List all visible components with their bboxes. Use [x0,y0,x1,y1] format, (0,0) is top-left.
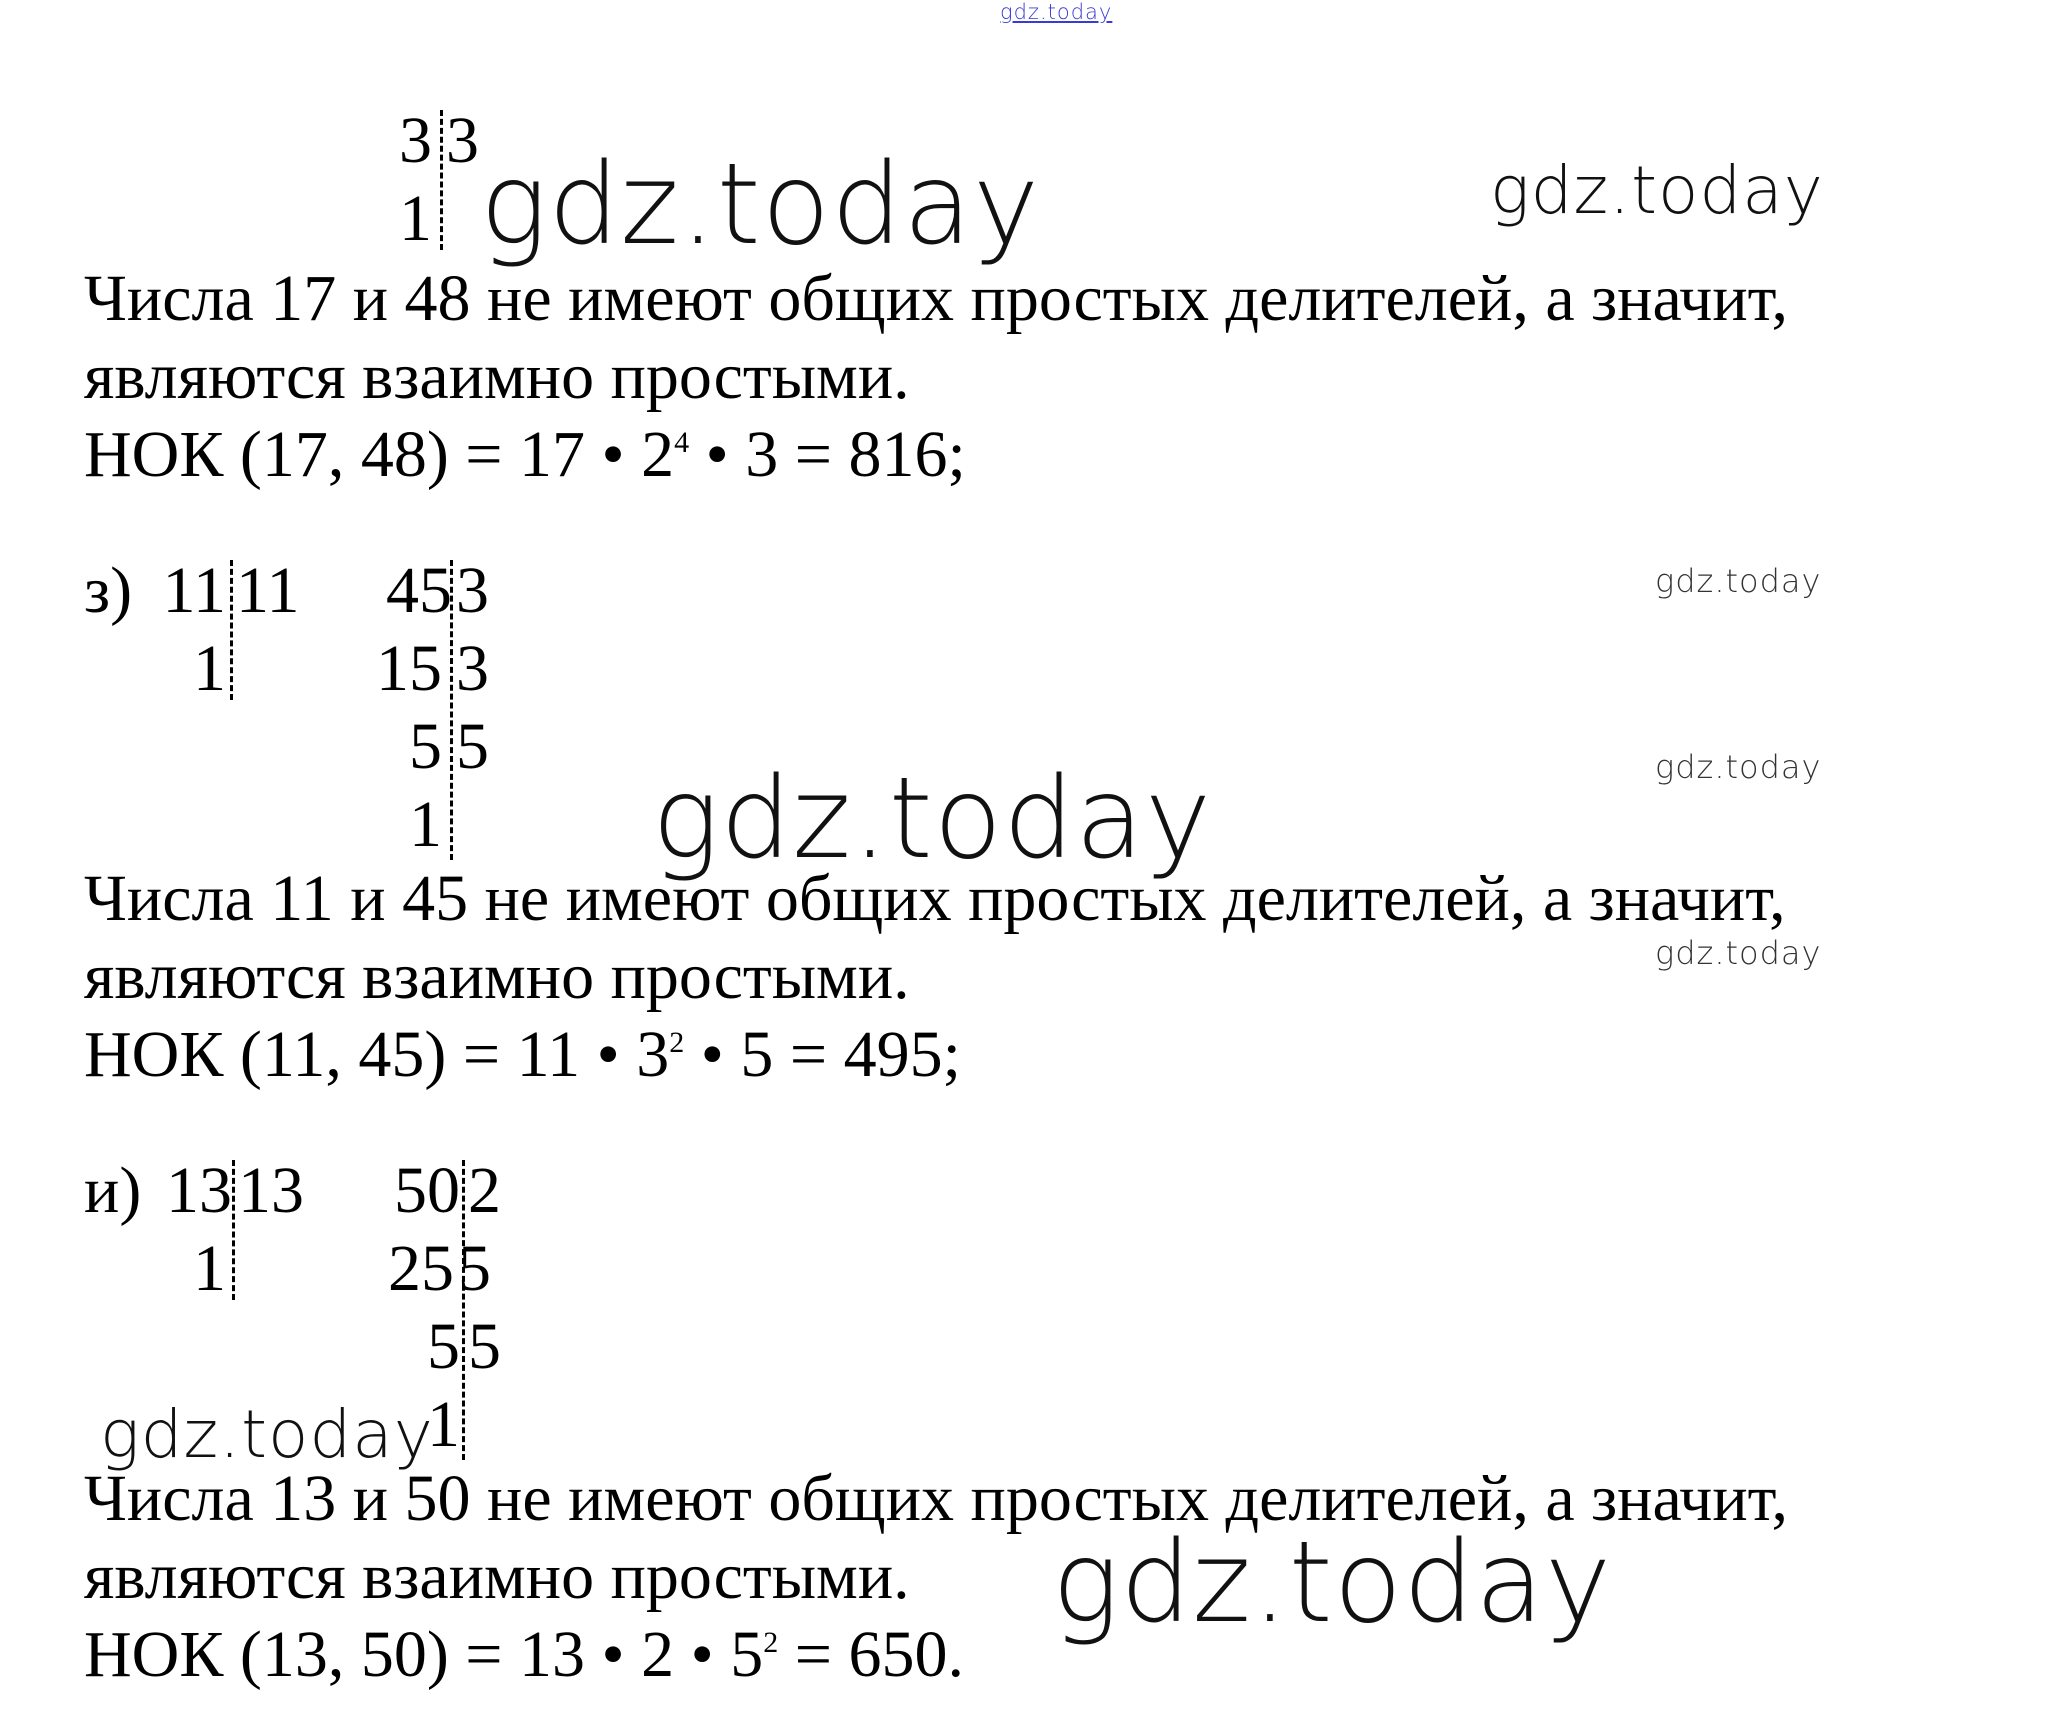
conclusion-text: Числа 17 и 48 не имеют общих простых делителей, а значит, [84,262,1789,335]
lcm-equation [84,1618,964,1691]
factor-value: 1 [193,632,226,705]
factor-divisor: 11 [236,554,300,627]
lcm-prefix: НОК (11, 45) = 11 • 3 [84,1018,670,1091]
task-label: з) [84,554,133,627]
conclusion-text: Числа 11 и 45 не имеют общих простых делителей, а значит, [84,862,1786,935]
factor-divisor: 5 [458,1232,491,1305]
lcm-prefix: НОК (13, 50) = 13 • 2 • 5 [84,1618,764,1691]
lcm-equation [84,1018,961,1091]
factor-divider [230,560,233,700]
watermark: gdz.today [652,754,1213,884]
factor-value: 11 [162,554,226,627]
factor-value: 3 [399,104,432,177]
factor-divisor: 3 [456,554,489,627]
factor-value: 1 [409,788,442,861]
factor-value: 45 [386,554,452,627]
conclusion-text: являются взаимно простыми. [84,940,910,1013]
factor-value: 5 [427,1310,460,1383]
factor-divisor: 5 [468,1310,501,1383]
watermark: gdz.today [1490,152,1824,229]
factor-divisor: 3 [456,632,489,705]
factor-value: 15 [376,632,442,705]
lcm-exponent: 2 [763,1626,779,1659]
factor-value: 1 [399,182,432,255]
conclusion-text: являются взаимно простыми. [84,1540,910,1613]
factor-value: 1 [427,1388,460,1461]
factor-value: 1 [193,1232,226,1305]
factor-divider [462,1160,465,1460]
conclusion-text: Числа 13 и 50 не имеют общих простых делителей, а значит, [84,1462,1789,1535]
factor-divisor: 13 [238,1154,304,1227]
factor-divider [440,110,443,250]
factor-divider [232,1160,235,1300]
lcm-exponent: 4 [674,426,690,459]
lcm-exponent: 2 [669,1026,685,1059]
watermark: gdz.today [1052,1518,1613,1648]
factor-divisor: 2 [468,1154,501,1227]
watermark-top[interactable]: gdz.today [1000,0,1113,24]
factor-divisor: 3 [446,104,479,177]
lcm-suffix: = 650. [778,1618,964,1691]
factor-value: 25 [388,1232,454,1305]
factor-divisor: 5 [456,710,489,783]
watermark: gdz.today [1655,562,1822,600]
lcm-suffix: • 3 = 816; [689,418,966,491]
conclusion-text: являются взаимно простыми. [84,340,910,413]
factor-divider [450,560,453,860]
factor-value: 50 [394,1154,460,1227]
task-label: и) [84,1154,142,1227]
lcm-prefix: НОК (17, 48) = 17 • 2 [84,418,675,491]
watermark: gdz.today [100,1396,434,1473]
watermark: gdz.today [1655,748,1822,786]
factor-value: 13 [166,1154,232,1227]
lcm-suffix: • 5 = 495; [684,1018,961,1091]
watermark: gdz.today [480,140,1041,270]
lcm-equation [84,418,966,491]
watermark: gdz.today [1655,934,1822,972]
factor-value: 5 [409,710,442,783]
